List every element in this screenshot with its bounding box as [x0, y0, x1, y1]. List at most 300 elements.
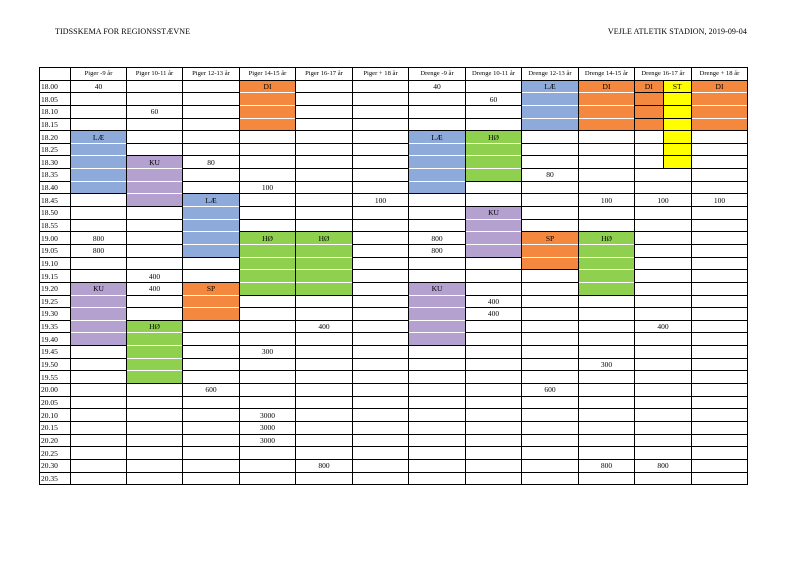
time-row — [40, 371, 748, 384]
schedule-cell — [466, 333, 522, 346]
schedule-cell — [296, 131, 353, 144]
schedule-cell — [353, 346, 409, 359]
time-row — [40, 384, 748, 397]
corner-cell — [40, 68, 71, 81]
schedule-cell — [183, 131, 240, 144]
event-block — [71, 308, 127, 321]
event-block — [409, 181, 466, 194]
schedule-cell — [692, 295, 748, 308]
column-header: Piger 16-17 år — [296, 68, 353, 81]
schedule-cell — [522, 434, 579, 447]
schedule-cell — [409, 270, 466, 283]
column-header: Drenge + 18 år — [692, 68, 748, 81]
schedule-cell — [635, 257, 692, 270]
schedule-cell — [127, 434, 183, 447]
schedule-cell — [296, 346, 353, 359]
schedule-cell — [579, 384, 635, 397]
event-block — [692, 93, 748, 106]
event-block — [579, 118, 635, 131]
schedule-cell — [296, 371, 353, 384]
schedule-cell — [409, 447, 466, 460]
schedule-cell — [296, 396, 353, 409]
event-block — [296, 270, 353, 283]
schedule-cell — [635, 143, 692, 156]
schedule-cell — [692, 207, 748, 220]
schedule-cell — [522, 282, 579, 295]
event-block — [663, 156, 691, 168]
schedule-cell — [353, 320, 409, 333]
schedule-cell — [522, 346, 579, 359]
schedule-cell — [296, 105, 353, 118]
schedule-cell — [353, 118, 409, 131]
event-block — [522, 105, 579, 118]
event-block — [466, 156, 522, 169]
time-label: 19.05 — [40, 244, 71, 257]
event-block — [409, 295, 466, 308]
event-block: HØ — [296, 232, 353, 245]
schedule-cell — [296, 118, 353, 131]
schedule-cell — [579, 434, 635, 447]
event-block — [240, 105, 296, 118]
schedule-cell — [466, 447, 522, 460]
event-block — [522, 93, 579, 106]
schedule-cell — [127, 118, 183, 131]
schedule-cell — [127, 232, 183, 245]
event-block — [579, 257, 635, 270]
schedule-cell — [409, 459, 466, 472]
schedule-cell — [296, 194, 353, 207]
time-label: 20.35 — [40, 472, 71, 485]
event-block — [296, 282, 353, 295]
event-block: DI — [579, 80, 635, 93]
distance-value: 3000 — [240, 434, 296, 447]
schedule-cell — [127, 447, 183, 460]
time-row — [40, 282, 748, 295]
schedule-cell — [353, 282, 409, 295]
schedule-cell — [183, 472, 240, 485]
column-header: Piger 10-11 år — [127, 68, 183, 81]
time-label: 18.20 — [40, 131, 71, 144]
time-label: 20.20 — [40, 434, 71, 447]
event-block: KU — [71, 282, 127, 295]
time-label: 19.30 — [40, 308, 71, 321]
schedule-cell — [692, 409, 748, 422]
schedule-cell — [692, 169, 748, 182]
schedule-cell — [522, 270, 579, 283]
schedule-cell — [409, 472, 466, 485]
event-block: KU — [466, 207, 522, 220]
time-label: 20.30 — [40, 459, 71, 472]
time-row — [40, 409, 748, 422]
schedule-cell — [127, 459, 183, 472]
schedule-cell — [579, 295, 635, 308]
schedule-cell — [296, 358, 353, 371]
schedule-cell — [71, 371, 127, 384]
time-label: 18.30 — [40, 156, 71, 169]
schedule-cell — [522, 358, 579, 371]
schedule-cell — [409, 421, 466, 434]
schedule-cell — [522, 459, 579, 472]
event-block — [664, 93, 692, 105]
schedule-cell — [692, 320, 748, 333]
schedule-cell — [635, 409, 692, 422]
distance-value: 400 — [635, 320, 692, 333]
schedule-cell — [127, 219, 183, 232]
distance-value: 40 — [71, 80, 127, 93]
schedule-cell — [409, 346, 466, 359]
schedule-cell — [635, 434, 692, 447]
schedule-cell — [522, 396, 579, 409]
schedule-cell — [353, 409, 409, 422]
time-row — [40, 181, 748, 194]
schedule-cell — [353, 270, 409, 283]
time-label: 19.40 — [40, 333, 71, 346]
schedule-cell — [296, 80, 353, 93]
schedule-cell — [183, 80, 240, 93]
distance-value: 400 — [466, 295, 522, 308]
schedule-cell — [296, 447, 353, 460]
schedule-cell — [466, 346, 522, 359]
distance-value: 3000 — [240, 409, 296, 422]
schedule-cell — [183, 371, 240, 384]
column-header: Piger + 18 år — [353, 68, 409, 81]
time-label: 18.25 — [40, 143, 71, 156]
time-row — [40, 93, 748, 106]
event-block: HØ — [240, 232, 296, 245]
schedule-cell — [635, 396, 692, 409]
event-block — [409, 169, 466, 182]
schedule-cell — [127, 421, 183, 434]
schedule-cell — [522, 447, 579, 460]
schedule-cell — [692, 308, 748, 321]
time-row — [40, 320, 748, 333]
schedule-cell — [579, 207, 635, 220]
schedule-cell — [522, 156, 579, 169]
schedule-cell — [353, 257, 409, 270]
time-row — [40, 131, 748, 144]
event-block — [71, 156, 127, 169]
schedule-cell — [409, 384, 466, 397]
schedule-cell — [635, 207, 692, 220]
schedule-cell — [353, 169, 409, 182]
schedule-cell — [635, 169, 692, 182]
schedule-cell — [466, 320, 522, 333]
schedule-cell — [635, 105, 692, 118]
distance-value: 100 — [240, 181, 296, 194]
schedule-cell — [353, 232, 409, 245]
schedule-cell — [409, 118, 466, 131]
schedule-cell — [635, 181, 692, 194]
schedule-cell — [183, 333, 240, 346]
event-block: DI — [635, 81, 664, 93]
schedule-cell — [183, 118, 240, 131]
time-label: 18.10 — [40, 105, 71, 118]
schedule-cell — [240, 156, 296, 169]
schedule-cell — [353, 384, 409, 397]
distance-value: 60 — [127, 105, 183, 118]
schedule-cell — [353, 295, 409, 308]
schedule-cell — [466, 270, 522, 283]
event-block — [296, 257, 353, 270]
schedule-cell — [579, 472, 635, 485]
schedule-cell — [127, 143, 183, 156]
schedule-cell — [183, 169, 240, 182]
time-row — [40, 434, 748, 447]
time-label: 20.05 — [40, 396, 71, 409]
schedule-cell — [240, 131, 296, 144]
schedule-cell — [466, 371, 522, 384]
schedule-cell — [240, 169, 296, 182]
schedule-cell — [409, 396, 466, 409]
schedule-cell — [409, 219, 466, 232]
schedule-cell — [296, 143, 353, 156]
time-label: 18.00 — [40, 80, 71, 93]
column-header: Drenge 14-15 år — [579, 68, 635, 81]
schedule-cell — [579, 333, 635, 346]
event-block — [466, 143, 522, 156]
schedule-cell — [522, 181, 579, 194]
distance-value: 60 — [466, 93, 522, 106]
schedule-cell — [240, 459, 296, 472]
distance-value: 800 — [579, 459, 635, 472]
schedule-cell — [579, 371, 635, 384]
time-label: 18.55 — [40, 219, 71, 232]
schedule-cell — [71, 219, 127, 232]
schedule-cell — [127, 80, 183, 93]
event-block: DI — [240, 80, 296, 93]
event-block: HØ — [466, 131, 522, 144]
schedule-cell — [296, 219, 353, 232]
event-block — [71, 181, 127, 194]
time-row — [40, 232, 748, 245]
schedule-cell — [635, 118, 692, 131]
event-block: LÆ — [183, 194, 240, 207]
event-block: DI — [692, 80, 748, 93]
schedule-cell — [635, 131, 692, 144]
schedule-cell — [353, 472, 409, 485]
time-label: 19.45 — [40, 346, 71, 359]
event-block — [692, 105, 748, 118]
schedule-cell — [466, 118, 522, 131]
event-block — [466, 219, 522, 232]
schedule-cell — [296, 409, 353, 422]
distance-value: 40 — [409, 80, 466, 93]
event-block — [579, 105, 635, 118]
schedule-cell — [692, 232, 748, 245]
time-label: 19.55 — [40, 371, 71, 384]
event-block — [240, 270, 296, 283]
time-label: 20.15 — [40, 421, 71, 434]
schedule-cell — [692, 156, 748, 169]
time-label: 20.25 — [40, 447, 71, 460]
schedule-cell — [466, 80, 522, 93]
event-block — [71, 143, 127, 156]
schedule-cell — [635, 472, 692, 485]
schedule-cell — [296, 384, 353, 397]
schedule-cell — [353, 219, 409, 232]
event-block — [692, 118, 748, 131]
event-block — [240, 282, 296, 295]
time-label: 18.15 — [40, 118, 71, 131]
distance-value: 80 — [183, 156, 240, 169]
time-row — [40, 105, 748, 118]
event-block — [127, 169, 183, 182]
schedule-cell — [240, 194, 296, 207]
schedule-cell — [183, 105, 240, 118]
schedule-cell — [635, 308, 692, 321]
event-block — [409, 320, 466, 333]
schedule-cell — [692, 421, 748, 434]
schedule-cell — [692, 459, 748, 472]
schedule-cell — [240, 333, 296, 346]
time-row — [40, 308, 748, 321]
event-block — [522, 257, 579, 270]
event-block — [409, 143, 466, 156]
distance-value: 400 — [466, 308, 522, 321]
schedule-cell — [183, 459, 240, 472]
time-label: 19.50 — [40, 358, 71, 371]
distance-value: 800 — [71, 244, 127, 257]
schedule-cell — [466, 194, 522, 207]
schedule-cell — [240, 295, 296, 308]
column-header: Piger -9 år — [71, 68, 127, 81]
time-row — [40, 80, 748, 93]
schedule-cell — [353, 143, 409, 156]
schedule-cell — [579, 409, 635, 422]
time-label: 18.35 — [40, 169, 71, 182]
event-block — [579, 282, 635, 295]
time-row — [40, 295, 748, 308]
time-label: 19.15 — [40, 270, 71, 283]
schedule-cell — [466, 105, 522, 118]
schedule-cell — [635, 93, 692, 106]
schedule-cell — [353, 358, 409, 371]
schedule-cell — [522, 207, 579, 220]
time-row — [40, 169, 748, 182]
schedule-cell — [522, 131, 579, 144]
time-row — [40, 143, 748, 156]
schedule-cell — [71, 358, 127, 371]
schedule-cell — [353, 105, 409, 118]
schedule-cell — [296, 308, 353, 321]
schedule-cell — [692, 358, 748, 371]
schedule-cell — [183, 421, 240, 434]
event-block: SP — [522, 232, 579, 245]
schedule-cell — [579, 421, 635, 434]
distance-value: 400 — [127, 282, 183, 295]
time-row — [40, 421, 748, 434]
schedule-cell — [522, 194, 579, 207]
event-block — [240, 257, 296, 270]
schedule-cell — [466, 282, 522, 295]
event-block — [466, 169, 522, 182]
time-row — [40, 333, 748, 346]
schedule-cell — [240, 320, 296, 333]
schedule-cell — [127, 131, 183, 144]
schedule-cell — [466, 459, 522, 472]
schedule-cell — [522, 143, 579, 156]
schedule-cell — [522, 333, 579, 346]
schedule-cell — [692, 371, 748, 384]
schedule-cell — [296, 434, 353, 447]
time-row — [40, 207, 748, 220]
event-block — [409, 156, 466, 169]
schedule-cell — [71, 459, 127, 472]
event-block: LÆ — [409, 131, 466, 144]
time-row — [40, 244, 748, 257]
schedule-cell — [240, 143, 296, 156]
schedule-cell — [183, 434, 240, 447]
schedule-cell — [71, 409, 127, 422]
event-block — [663, 131, 691, 143]
time-row — [40, 346, 748, 359]
schedule-cell — [522, 409, 579, 422]
time-row — [40, 257, 748, 270]
distance-value: 100 — [635, 194, 692, 207]
schedule-cell — [409, 371, 466, 384]
schedule-cell — [240, 308, 296, 321]
time-label: 19.10 — [40, 257, 71, 270]
schedule-cell — [635, 232, 692, 245]
event-block — [409, 308, 466, 321]
schedule-cell — [635, 333, 692, 346]
schedule-cell — [466, 409, 522, 422]
event-block — [71, 169, 127, 182]
schedule-cell — [71, 257, 127, 270]
schedule-cell — [522, 295, 579, 308]
schedule-cell — [635, 270, 692, 283]
schedule-cell — [635, 384, 692, 397]
schedule-cell — [409, 194, 466, 207]
schedule-cell — [71, 270, 127, 283]
time-label: 20.00 — [40, 384, 71, 397]
event-block — [466, 244, 522, 257]
schedule-cell — [635, 244, 692, 257]
schedule-cell — [296, 156, 353, 169]
schedule-cell — [466, 434, 522, 447]
time-label: 18.40 — [40, 181, 71, 194]
schedule-cell — [240, 396, 296, 409]
schedule-cell — [353, 421, 409, 434]
schedule-cell — [71, 396, 127, 409]
time-row — [40, 270, 748, 283]
time-label: 18.05 — [40, 93, 71, 106]
schedule-cell — [353, 156, 409, 169]
schedule-cell — [579, 181, 635, 194]
schedule-cell — [409, 409, 466, 422]
schedule-cell — [522, 421, 579, 434]
schedule-cell — [579, 447, 635, 460]
schedule-cell — [127, 409, 183, 422]
schedule-table — [39, 67, 748, 485]
schedule-cell — [635, 358, 692, 371]
schedule-cell — [635, 447, 692, 460]
event-block: HØ — [579, 232, 635, 245]
schedule-cell — [183, 270, 240, 283]
schedule-cell — [522, 320, 579, 333]
event-block — [183, 232, 240, 245]
schedule-cell — [353, 434, 409, 447]
time-row — [40, 472, 748, 485]
venue-date: VEJLE ATLETIK STADION, 2019-09-04 — [607, 27, 747, 36]
event-block: KU — [409, 282, 466, 295]
schedule-cell — [71, 434, 127, 447]
schedule-cell — [692, 333, 748, 346]
schedule-cell — [240, 358, 296, 371]
schedule-cell — [635, 295, 692, 308]
schedule-cell — [635, 282, 692, 295]
schedule-cell — [635, 371, 692, 384]
